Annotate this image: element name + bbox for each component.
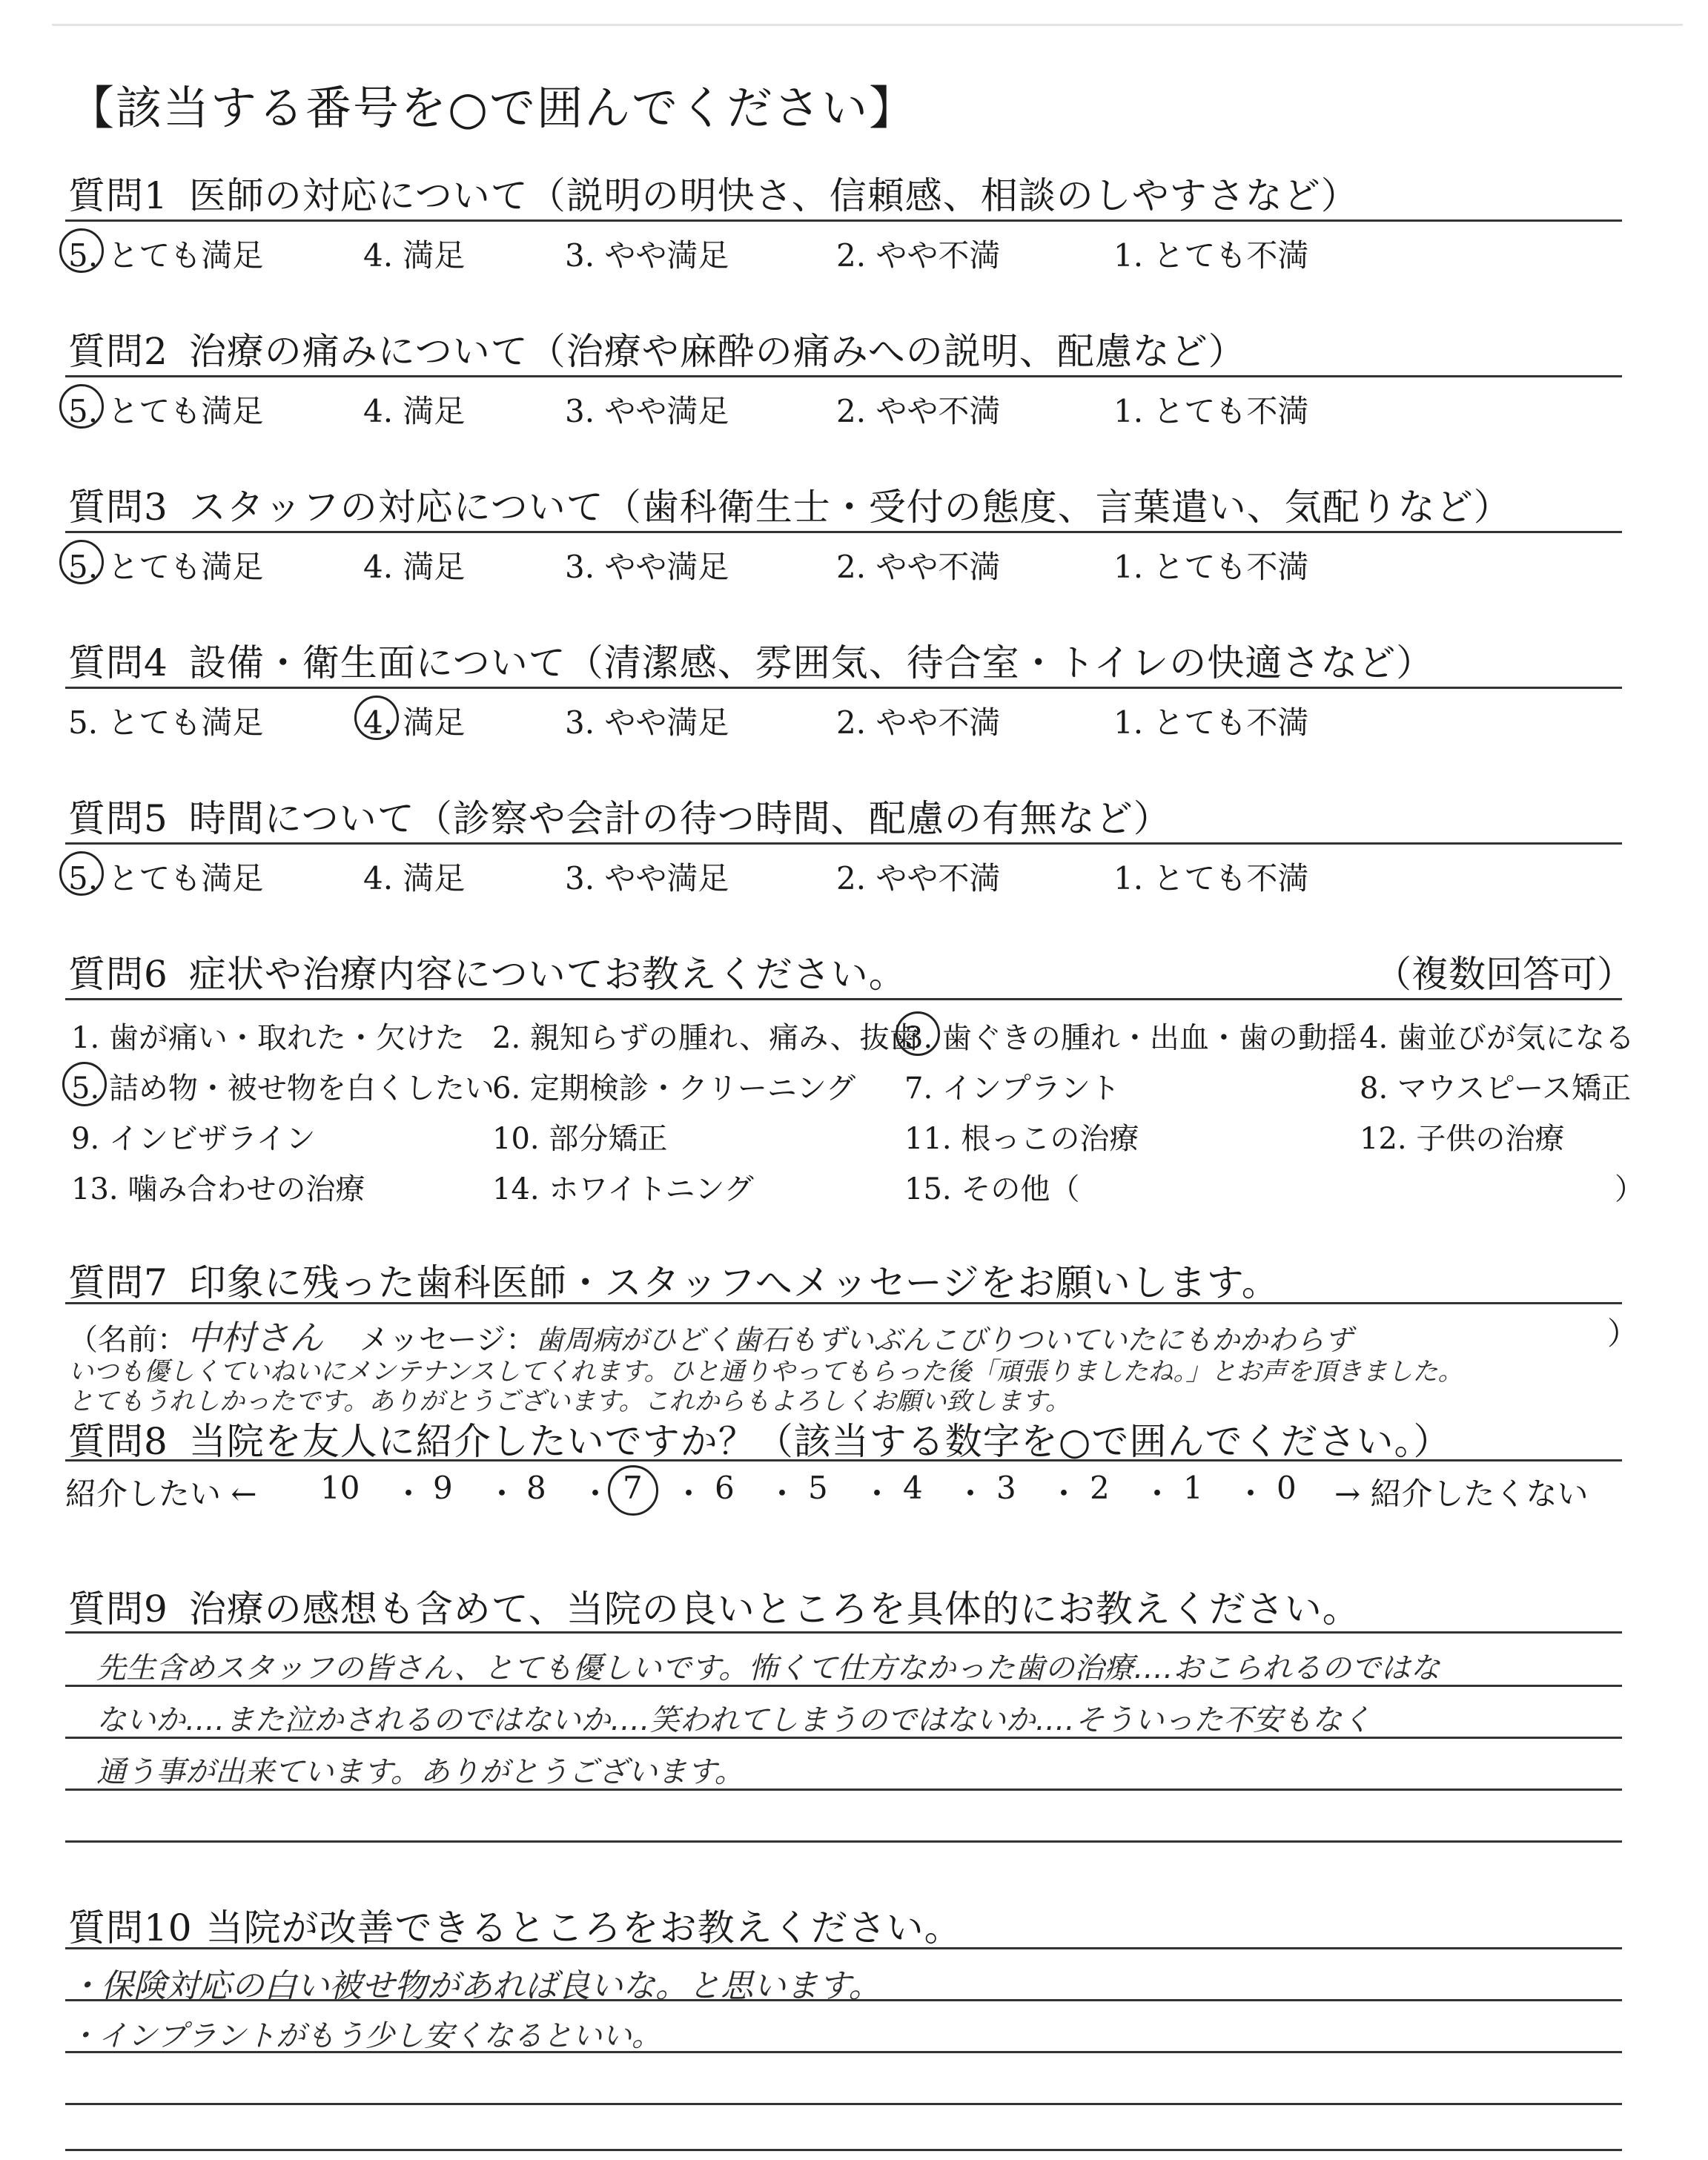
scale-separator: ・ [1235, 1476, 1267, 1512]
q2-option-4[interactable]: 4. 満足 [363, 393, 466, 429]
question-4-number: 質問4 [68, 641, 168, 684]
q6-option-12[interactable]: 12. 子供の治療 [1360, 1122, 1565, 1156]
question-8-text: 当院を友人に紹介したいですか？（該当する数字を○で囲んでください。） [188, 1420, 1452, 1463]
question-10-number: 質問10 [68, 1906, 193, 1949]
q2-option-2[interactable]: 2. やや不満 [836, 393, 1001, 429]
scale-separator: ・ [861, 1476, 893, 1512]
q10-writing-line [65, 1999, 1622, 2001]
q9-writing-line [65, 1840, 1622, 1843]
scale-value-4[interactable]: 4 [903, 1470, 923, 1506]
question-9-title [68, 1579, 1360, 1633]
q7-message-label: メッセージ： [359, 1323, 536, 1357]
question-5-number: 質問5 [68, 797, 168, 840]
question-6-rule [65, 998, 1622, 1000]
question-8-title [68, 1412, 1451, 1465]
q9-answer-line-2: ないか‥‥また泣かされるのではないか‥‥笑われてしまうのではないか‥‥そういった不安もなく [96, 1703, 1371, 1737]
q7-message-line-3: とてもうれしかったです。ありがとうございます。これからもよろしくお願い致します。 [68, 1387, 1070, 1416]
q6-option-14[interactable]: 14. ホワイトニング [492, 1172, 754, 1206]
question-1-title [68, 166, 1359, 219]
q9-writing-line [65, 1789, 1622, 1791]
q1-option-3[interactable]: 3. やや満足 [565, 237, 729, 274]
scale-value-10[interactable]: 10 [320, 1470, 360, 1506]
question-1-rule [65, 219, 1622, 222]
question-10-rule [65, 1947, 1622, 1949]
q9-answer-line-1: 先生含めスタッフの皆さん、とても優しいです。怖くて仕方なかった歯の治療‥‥おこられるのではな [96, 1651, 1440, 1685]
scale-value-2[interactable]: 2 [1090, 1470, 1110, 1506]
question-5-text: 時間について（診察や会計の待つ時間、配慮の有無など） [188, 797, 1171, 840]
q6-option-7[interactable]: 7. インプラント [904, 1071, 1120, 1106]
question-3-rule [65, 531, 1622, 533]
q5-option-5[interactable]: 5. とても満足 [68, 854, 263, 899]
question-3-text: スタッフの対応について（歯科衛生士・受付の態度、言葉遣い、気配りなど） [188, 486, 1512, 529]
q6-option-10[interactable]: 10. 部分矯正 [492, 1122, 668, 1156]
question-7-title [68, 1253, 1280, 1307]
q10-writing-line [65, 2051, 1622, 2053]
q9-writing-line [65, 1737, 1622, 1739]
question-7-number: 質問7 [68, 1261, 168, 1304]
q4-option-4[interactable]: 4. 満足 [363, 698, 465, 743]
q10-writing-line [65, 2149, 1622, 2151]
q6-option-4[interactable]: 4. 歯並びが気になる [1360, 1021, 1635, 1055]
scale-value-9[interactable]: 9 [433, 1470, 453, 1506]
q6-other-closing-paren: ） [1615, 1172, 1644, 1206]
q4-option-3[interactable]: 3. やや満足 [565, 704, 729, 741]
q6-option-3[interactable]: 3. 歯ぐきの腫れ・出血・歯の動揺 [904, 1014, 1357, 1057]
q6-option-11[interactable]: 11. 根っこの治療 [904, 1122, 1139, 1156]
q5-option-3[interactable]: 3. やや満足 [565, 860, 729, 896]
q10-answer-line-2: ・インプラントがもう少し安くなるといい。 [68, 2019, 661, 2053]
scale-separator: ・ [580, 1476, 612, 1512]
q3-option-2[interactable]: 2. やや不満 [836, 549, 1001, 585]
question-4-text: 設備・衛生面について（清潔感、雰囲気、待合室・トイレの快適さなど） [188, 641, 1434, 684]
question-6-number: 質問6 [68, 953, 168, 996]
q5-option-2[interactable]: 2. やや不満 [836, 860, 1001, 896]
q6-option-15[interactable]: 15. その他（ [904, 1172, 1080, 1206]
q1-option-2[interactable]: 2. やや不満 [836, 237, 1001, 274]
q1-option-1[interactable]: 1. とても不満 [1113, 237, 1309, 274]
question-8-rule [65, 1459, 1622, 1462]
top-divider [52, 24, 1683, 26]
question-2-text: 治療の痛みについて（治療や麻酔の痛みへの説明、配慮など） [188, 330, 1246, 373]
q10-writing-line [65, 2103, 1622, 2105]
q7-name-label: （名前： [68, 1323, 187, 1357]
q1-option-4[interactable]: 4. 満足 [363, 237, 466, 274]
q7-message-line-1: 歯周病がひどく歯石もずいぶんこびりついていたにもかかわらず [535, 1324, 1353, 1356]
question-7-text: 印象に残った歯科医師・スタッフへメッセージをお願いします。 [188, 1261, 1280, 1304]
question-5-rule [65, 842, 1622, 845]
q3-option-4[interactable]: 4. 満足 [363, 549, 466, 585]
scale-separator: ・ [767, 1476, 798, 1512]
scale-value-3[interactable]: 3 [996, 1470, 1016, 1506]
q7-closing-paren: ） [1607, 1315, 1639, 1352]
q2-option-3[interactable]: 3. やや満足 [565, 393, 729, 429]
q6-option-9[interactable]: 9. インビザライン [71, 1122, 316, 1156]
question-2-title [68, 322, 1246, 375]
question-10-text: 当院が改善できるところをお教えください。 [205, 1906, 962, 1949]
scale-value-6[interactable]: 6 [715, 1470, 735, 1506]
q7-name-value: 中村さん [187, 1318, 323, 1358]
q5-option-1[interactable]: 1. とても不満 [1113, 860, 1309, 896]
q6-option-1[interactable]: 1. 歯が痛い・取れた・欠けた [71, 1021, 465, 1055]
question-9-text: 治療の感想も含めて、当院の良いところを具体的にお教えください。 [188, 1588, 1360, 1631]
multiple-answers-note: （複数回答可） [1374, 953, 1634, 996]
scale-separator: ・ [393, 1476, 425, 1512]
q4-option-2[interactable]: 2. やや不満 [836, 704, 1001, 741]
q6-option-5[interactable]: 5. 詰め物・被せ物を白くしたい [71, 1065, 494, 1107]
question-7-rule [65, 1302, 1622, 1304]
q7-message-line-2: いつも優しくていねいにメンテナンスしてくれます。ひと通りやってもらった後「頑張りましたね。」とお声を頂きました。 [68, 1357, 1463, 1387]
q6-option-8[interactable]: 8. マウスピース矯正 [1360, 1071, 1632, 1106]
q3-option-1[interactable]: 1. とても不満 [1113, 549, 1309, 585]
scale-value-5[interactable]: 5 [808, 1470, 828, 1506]
scale-value-0[interactable]: 0 [1277, 1470, 1297, 1506]
question-6-title [68, 945, 907, 998]
q10-answer-line-1: ・保険対応の白い被せ物があれば良いな。と思います。 [68, 1967, 881, 2005]
q9-writing-line [65, 1685, 1622, 1687]
scale-right-label: → 紹介したくない [1334, 1476, 1589, 1512]
question-8-number: 質問8 [68, 1420, 168, 1463]
question-4-title [68, 633, 1434, 687]
scale-separator: ・ [1142, 1476, 1174, 1512]
q6-option-13[interactable]: 13. 噛み合わせの治療 [71, 1172, 365, 1206]
question-4-rule [65, 687, 1622, 689]
question-6-text: 症状や治療内容についてお教えください。 [188, 953, 907, 996]
question-3-number: 質問3 [68, 486, 168, 529]
q6-option-2[interactable]: 2. 親知らずの腫れ、痛み、抜歯 [492, 1021, 919, 1055]
scale-separator: ・ [1048, 1476, 1080, 1512]
q4-option-1[interactable]: 1. とても不満 [1113, 704, 1309, 741]
question-5-title [68, 789, 1171, 842]
q2-option-5[interactable]: 5. とても満足 [68, 387, 263, 432]
q1-option-5[interactable]: 5. とても満足 [68, 231, 263, 276]
q3-option-5[interactable]: 5. とても満足 [68, 543, 263, 587]
q4-option-5[interactable]: 5. とても満足 [68, 704, 264, 741]
question-1-text: 医師の対応について（説明の明快さ、信頼感、相談のしやすさなど） [188, 174, 1359, 217]
question-1-number: 質問1 [68, 174, 168, 217]
scale-separator: ・ [486, 1476, 518, 1512]
q6-option-6[interactable]: 6. 定期検診・クリーニング [492, 1071, 856, 1106]
q3-option-3[interactable]: 3. やや満足 [565, 549, 729, 585]
scale-separator: ・ [955, 1476, 987, 1512]
scale-left-label: 紹介したい ← [65, 1476, 257, 1512]
q9-answer-line-3: 通う事が出来ています。ありがとうございます。 [96, 1755, 744, 1789]
question-3-title [68, 478, 1512, 531]
scale-value-8[interactable]: 8 [526, 1470, 546, 1506]
page-title: 【該当する番号を○で囲んでください】 [68, 81, 917, 135]
question-9-rule [65, 1631, 1622, 1634]
scale-value-7[interactable]: 7 [623, 1470, 643, 1506]
q2-option-1[interactable]: 1. とても不満 [1113, 393, 1309, 429]
question-2-number: 質問2 [68, 330, 168, 373]
question-2-rule [65, 375, 1622, 377]
question-10-title [68, 1898, 962, 1952]
q5-option-4[interactable]: 4. 満足 [363, 860, 466, 896]
question-9-number: 質問9 [68, 1588, 168, 1631]
scale-separator: ・ [673, 1476, 705, 1512]
scale-value-1[interactable]: 1 [1183, 1470, 1203, 1506]
